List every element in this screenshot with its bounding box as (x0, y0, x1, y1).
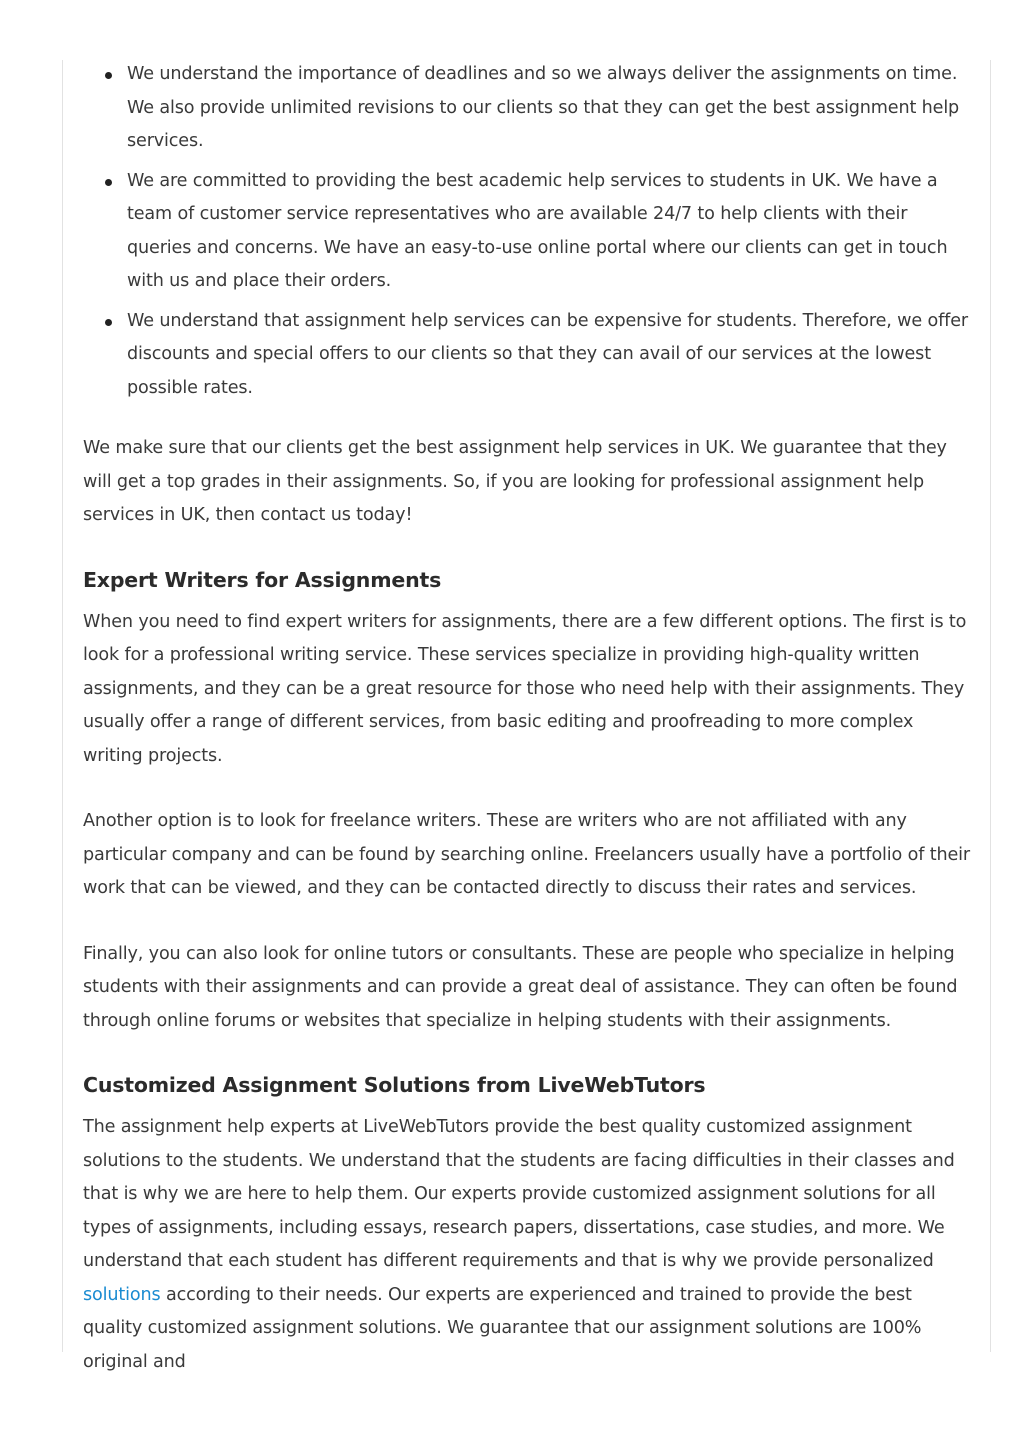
list-item: We understand that assignment help services can be expensive for students. Therefore, we offer discounts and special offers to our clients so that they can avail of our services at the lowest possible rates. (127, 305, 973, 406)
solutions-link[interactable]: solutions (83, 1284, 161, 1305)
list-item: We understand the importance of deadlines and so we always deliver the assignments on time. We also provide unlimited revisions to our clients so that they can get the best assignment help services. (127, 58, 973, 159)
expert-paragraph-1: When you need to find expert writers for assignments, there are a few different options. The first is to look for a professional writing service. These services specialize in providing high-quality written assignments, and they can be a great resource for those who need help with their assignments. They usually offer a range of different services, from basic editing and proofreading to more complex writing projects. (83, 611, 967, 766)
customized-text-after-link: according to their needs. Our experts are experienced and trained to provide the best quality customized assignment solutions. We guarantee that our assignment solutions are 100% original and (83, 1284, 922, 1372)
expert-paragraph-2: Another option is to look for freelance writers. These are writers who are not affiliated with any particular company and can be found by searching online. Freelancers usually have a portfolio of their work that can be viewed, and they can be contacted directly to discuss their rates and services. (83, 811, 970, 898)
customized-text-before-link: The assignment help experts at LiveWebTutors provide the best quality customized assignment solutions to the students. We understand that the students are facing difficulties in their classes and that is why we are here to help them. Our experts provide customized assignment solutions for all types of assignments, including essays, research papers, dissertations, case studies, and more. We understand that each student has different requirements and that is why we provide personalized (83, 1117, 955, 1271)
section-heading-expert-writers: Expert Writers for Assignments (83, 567, 442, 592)
article-body (83, 58, 973, 1379)
feature-list (83, 58, 973, 405)
intro-paragraph: We make sure that our clients get the best assignment help services in UK. We guarantee that they will get a top grades in their assignments. So, if you are looking for professional assignment help services in UK, then contact us today! (83, 438, 947, 525)
customized-paragraph (83, 1111, 973, 1379)
section-heading-customized-solutions: Customized Assignment Solutions from LiveWebTutors (83, 1073, 706, 1097)
list-item: We are committed to providing the best academic help services to students in UK. We have a team of customer service representatives who are available 24/7 to help clients with their queries and concerns. We have an easy-to-use online portal where our clients can get in touch with us and place their orders. (127, 165, 973, 299)
expert-paragraph-3: Finally, you can also look for online tutors or consultants. These are people who specialize in helping students with their assignments and can provide a great deal of assistance. They can often be found through online forums or websites that specialize in helping students with their assignments. (83, 943, 958, 1031)
